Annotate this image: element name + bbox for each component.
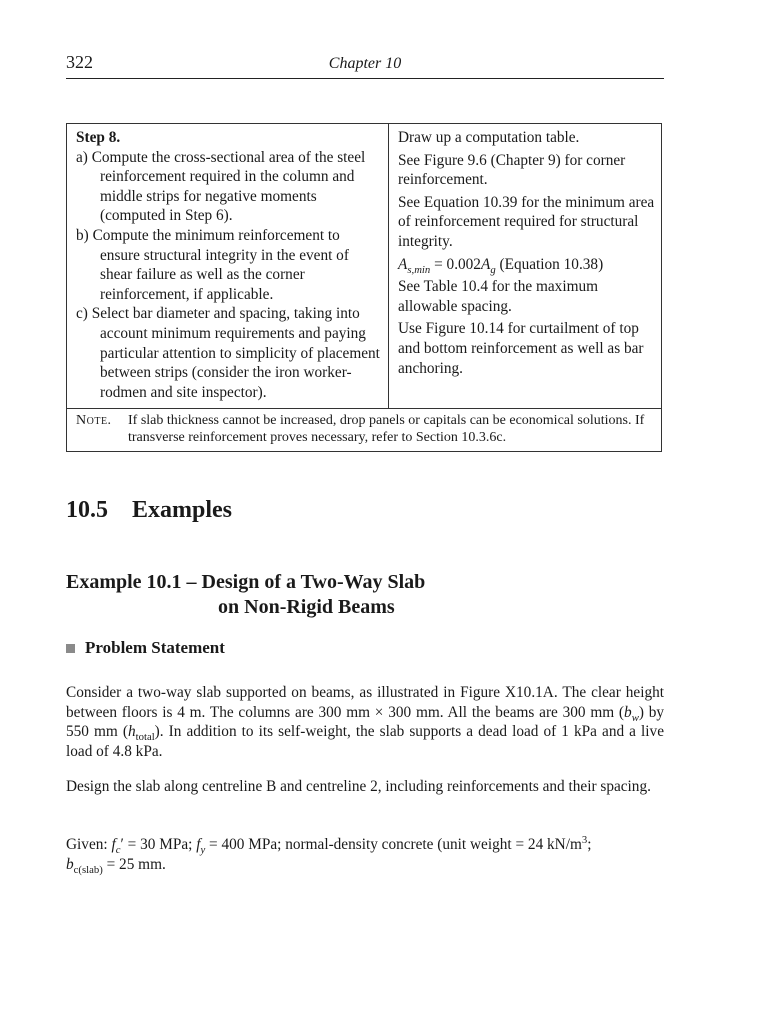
reference-item: Draw up a computation table. <box>398 129 580 146</box>
note-text: If slab thickness cannot be increased, drop panels or capitals can be economical solutions. If transverse reinforcement proves necessary, refer to Section 10.3.6c. <box>128 413 645 446</box>
step-item-c: c) Select bar diameter and spacing, taking into account minimum requirements and paying particular attention to simplicity of placement between strips (consider the iron worker-rodmen and site inspector). <box>76 305 380 401</box>
reference-item: See Figure 9.6 (Chapter 9) for corner reinforcement. <box>398 151 626 189</box>
example-title-line1: Example 10.1 – Design of a Two-Way Slab <box>66 571 426 593</box>
chapter-title: Chapter 10 <box>328 55 402 72</box>
section-number: 10.5 <box>66 497 108 523</box>
step-table <box>66 123 662 452</box>
section-title: Examples <box>132 497 233 523</box>
paragraph-design-task: Design the slab along centreline B and centreline 2, including reinforcements and their spacing. <box>66 778 651 795</box>
table-note <box>67 409 661 451</box>
step-references <box>389 124 661 408</box>
example-heading <box>66 570 425 620</box>
page-number: 322 <box>66 52 93 72</box>
step-instructions <box>67 124 389 408</box>
note-label: Note. <box>76 413 112 429</box>
step-title: Step 8. <box>76 129 121 146</box>
section-heading <box>66 497 232 524</box>
subsection-heading <box>66 638 225 658</box>
step-item-b: b) Compute the minimum reinforcement to ensure structural integrity in the event of shear failure as well as the corner reinforcement, if applicable. <box>76 226 349 303</box>
subsection-title: Problem Statement <box>85 638 225 657</box>
running-header <box>66 52 664 79</box>
reference-item: See Table 10.4 for the maximum allowable spacing. <box>398 278 599 315</box>
paragraph-problem-description: Consider a two-way slab supported on beams, as illustrated in Figure X10.1A. The clear height between floors is 4 m. The columns are 300 mm × 300 mm. All the beams are 300 mm $(b_w)$ by 550 mm $(h_{total})$. In addition to its self-weight, the slab supports a dead load of 1 kPa and a live load of 4.8 kPa. <box>66 684 665 760</box>
square-bullet-icon <box>66 644 75 653</box>
example-title-line2: on Non-Rigid Beams <box>218 596 395 618</box>
reference-item: See Equation 10.39 for the minimum area of reinforcement required for structural integrity. <box>398 193 655 250</box>
formula-item: $A_{s,min} = 0.002A_g$ (Equation 10.38) <box>398 255 604 276</box>
step-item-a: a) Compute the cross-sectional area of the steel reinforcement required in the column and middle strips for negative moments (computed in Step 6). <box>76 148 366 225</box>
paragraph-given-values: Given: $f_c' = 30$ MPa; $f_y = 400$ MPa; normal-density concrete (unit weight = 24 $kN/m^3$; $b_{c(slab)} = 25$ mm. <box>66 833 592 876</box>
reference-item: Use Figure 10.14 for curtailment of top and bottom reinforcement as well as bar anchoring. <box>398 320 644 377</box>
step-row <box>67 124 661 409</box>
